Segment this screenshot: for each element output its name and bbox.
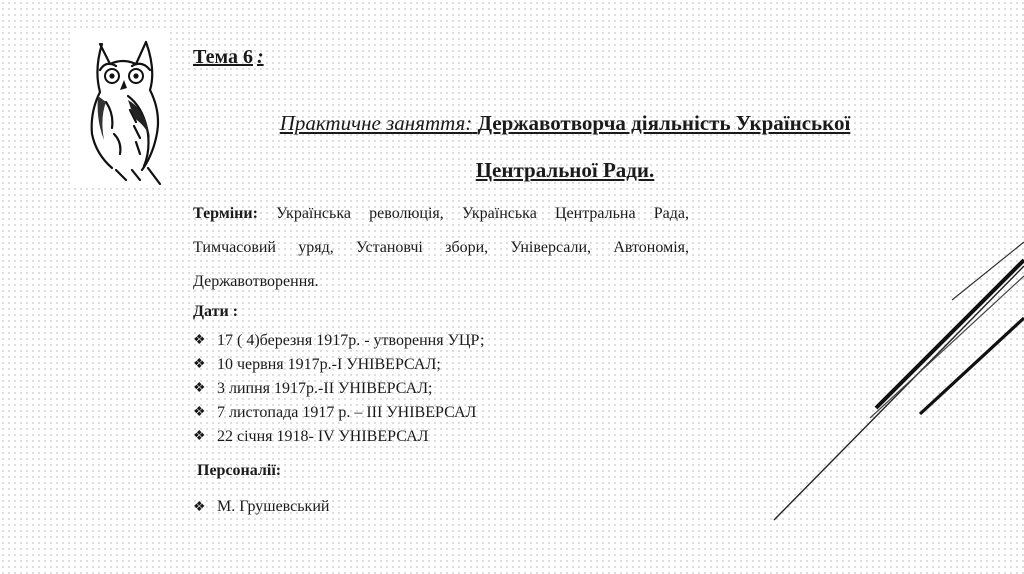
owl-icon: [70, 30, 170, 185]
date-item-text: 7 листопада 1917 р. – ІІІ УНІВЕРСАЛ: [217, 404, 477, 421]
list-item: [193, 377, 484, 401]
diamond-bullet-icon: ❖: [193, 499, 206, 515]
lesson-title-line1: Державотворча діяльність Української: [477, 111, 851, 135]
lesson-title-line2: Центральної Ради.: [475, 158, 655, 182]
diamond-bullet-icon: ❖: [193, 333, 206, 348]
list-item: [193, 329, 484, 353]
list-item: [193, 401, 484, 425]
persons-label: Персоналії:: [197, 462, 282, 479]
terms-label: Терміни:: [193, 205, 258, 222]
lesson-title: [190, 100, 940, 194]
person-name: М. Грушевський: [217, 498, 330, 515]
terms-paragraph: [193, 197, 689, 299]
terms-text: Українська революція, Українська Центральна Рада, Тимчасовий уряд, Установчі збори, Універсали, Автономія, Державотворення.: [193, 205, 689, 290]
diamond-bullet-icon: ❖: [193, 357, 206, 372]
topic-heading: [193, 46, 264, 69]
diamond-bullet-icon: ❖: [193, 405, 206, 420]
list-item: [193, 498, 329, 516]
lesson-title-prefix: Практичне заняття:: [279, 111, 473, 135]
diagonal-lines-decoration: [760, 240, 1024, 540]
date-item-text: 22 січня 1918- IV УНІВЕРСАЛ: [217, 428, 429, 445]
list-item: [193, 353, 484, 377]
topic-label: Тема 6: [193, 46, 253, 68]
date-item-text: 17 ( 4)березня 1917р. - утворення УЦР;: [217, 332, 485, 349]
list-item: [193, 425, 484, 449]
diamond-bullet-icon: ❖: [193, 381, 206, 396]
diamond-bullet-icon: ❖: [193, 429, 206, 444]
date-item-text: 3 липня 1917р.-ІІ УНІВЕРСАЛ;: [217, 380, 433, 397]
dates-list: [193, 329, 484, 449]
date-item-text: 10 червня 1917р.-І УНІВЕРСАЛ;: [217, 356, 441, 373]
topic-colon: :: [256, 46, 264, 68]
dates-label: Дати :: [193, 303, 238, 320]
